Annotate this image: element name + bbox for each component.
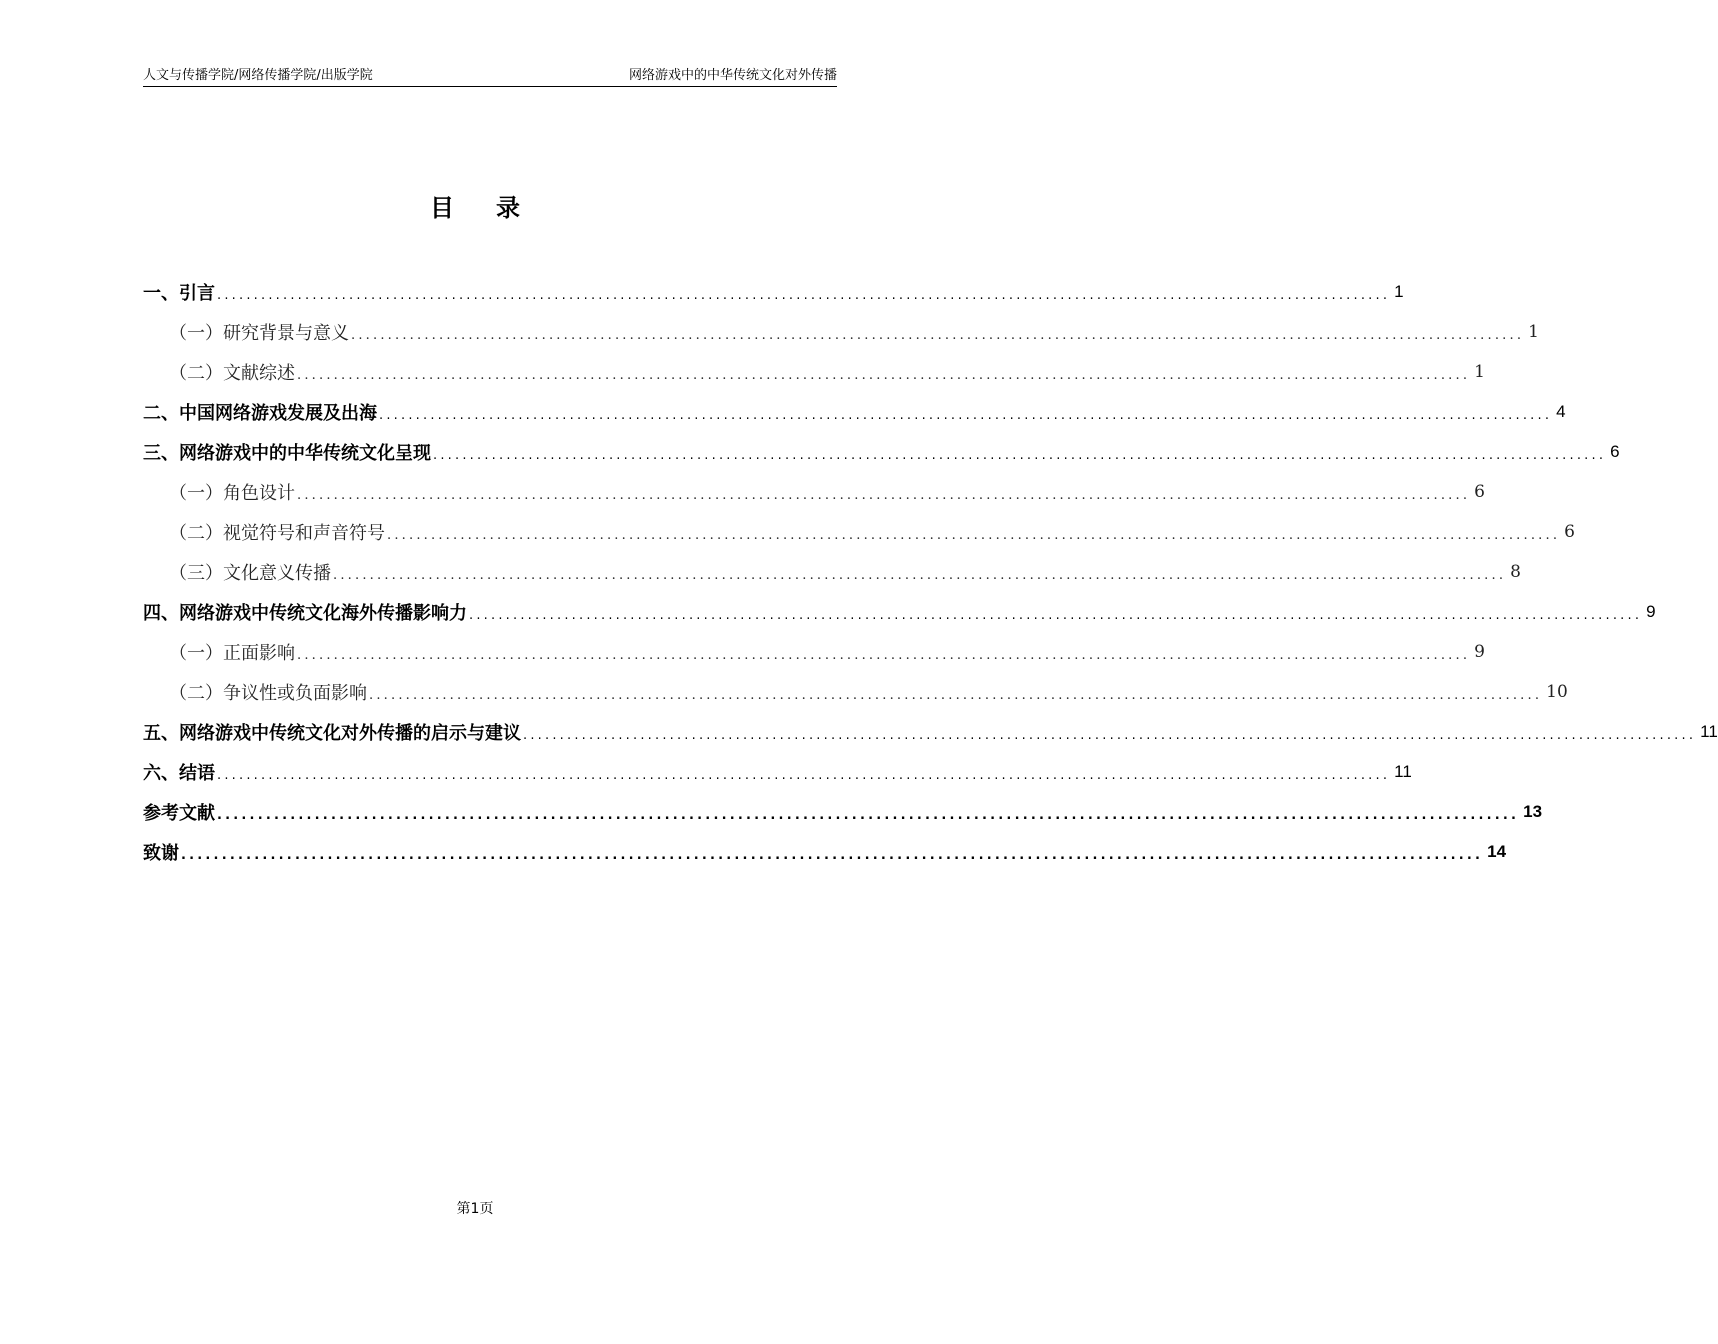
toc-entry-label: 网络游戏中传统文化对外传播的启示与建议 <box>179 723 521 744</box>
toc-entry-page: 1 <box>1474 362 1485 382</box>
toc-entry-page: 4 <box>1556 402 1566 421</box>
toc-dot-leader: ................................................................................................................................................................ <box>469 607 1643 623</box>
toc-entry[interactable] <box>143 672 1568 712</box>
toc-dot-leader: ................................................................................................................................................................ <box>297 487 1471 503</box>
toc-entry-number: 二、 <box>143 403 179 424</box>
toc-entry-label: 研究背景与意义 <box>223 323 349 344</box>
toc-entry-page: 11 <box>1394 762 1412 781</box>
toc-entry-number: 一、 <box>143 283 179 304</box>
table-of-contents <box>143 272 1718 872</box>
toc-entry-label: 文化意义传播 <box>223 563 331 584</box>
toc-entry-page: 1 <box>1528 322 1539 342</box>
toc-entry-page: 11 <box>1700 722 1718 741</box>
toc-dot-leader: ................................................................................................................................................................ <box>181 847 1484 863</box>
toc-dot-leader: ................................................................................................................................................................ <box>433 447 1607 463</box>
toc-entry-label: 参考文献 <box>143 803 215 824</box>
toc-dot-leader: ................................................................................................................................................................ <box>217 807 1520 823</box>
toc-entry-label: 正面影响 <box>223 643 295 664</box>
toc-entry-label: 争议性或负面影响 <box>223 683 367 704</box>
toc-entry-page: 6 <box>1610 442 1620 461</box>
header-right-text: 网络游戏中的中华传统文化对外传播 <box>628 68 837 83</box>
toc-entry[interactable] <box>143 512 1575 552</box>
toc-title <box>0 192 950 224</box>
toc-entry[interactable] <box>143 472 1485 512</box>
toc-entry[interactable] <box>143 632 1485 672</box>
toc-entry[interactable] <box>143 392 1566 432</box>
toc-entry-page: 9 <box>1646 602 1656 621</box>
toc-entry-number: （二） <box>169 523 223 544</box>
toc-entry-label: 角色设计 <box>223 483 295 504</box>
toc-entry-page: 6 <box>1564 522 1575 542</box>
toc-entry-label: 文献综述 <box>223 363 295 384</box>
toc-entry[interactable] <box>143 552 1521 592</box>
toc-entry-number: 四、 <box>143 603 179 624</box>
toc-entry-number: 三、 <box>143 443 179 464</box>
toc-dot-leader: ................................................................................................................................................................ <box>297 647 1471 663</box>
toc-dot-leader: ................................................................................................................................................................ <box>369 687 1543 703</box>
toc-entry-page: 13 <box>1523 802 1543 821</box>
page-number: 第1页 <box>456 1201 494 1217</box>
toc-entry-number: （三） <box>169 563 223 584</box>
toc-entry-number: （二） <box>169 683 223 704</box>
toc-entry-number: （二） <box>169 363 223 384</box>
toc-entry-label: 致谢 <box>143 843 179 864</box>
toc-entry[interactable] <box>143 432 1620 472</box>
header-left-text: 人文与传播学院/网络传播学院/出版学院 <box>143 68 373 83</box>
toc-dot-leader: ................................................................................................................................................................ <box>297 367 1471 383</box>
toc-entry[interactable] <box>143 792 1543 832</box>
toc-entry-label: 网络游戏中的中华传统文化呈现 <box>179 443 431 464</box>
toc-entry-page: 1 <box>1394 282 1404 301</box>
toc-entry-page: 6 <box>1474 482 1485 502</box>
toc-entry-number: 五、 <box>143 723 179 744</box>
toc-entry[interactable] <box>143 272 1404 312</box>
toc-entry-number: （一） <box>169 483 223 504</box>
toc-entry-number: （一） <box>169 323 223 344</box>
toc-entry-label: 中国网络游戏发展及出海 <box>179 403 377 424</box>
toc-entry-label: 网络游戏中传统文化海外传播影响力 <box>179 603 467 624</box>
toc-entry[interactable] <box>143 352 1485 392</box>
toc-entry[interactable] <box>143 592 1656 632</box>
toc-entry[interactable] <box>143 832 1507 872</box>
toc-entry-label: 结语 <box>179 763 215 784</box>
toc-entry-page: 8 <box>1510 562 1521 582</box>
toc-entry-number: （一） <box>169 643 223 664</box>
toc-entry[interactable] <box>143 752 1412 792</box>
toc-entry-page: 10 <box>1546 682 1568 702</box>
toc-dot-leader: ................................................................................................................................................................ <box>217 767 1391 783</box>
toc-entry-label: 视觉符号和声音符号 <box>223 523 385 544</box>
page-header <box>143 66 837 87</box>
toc-entry-label: 引言 <box>179 283 215 304</box>
toc-dot-leader: ................................................................................................................................................................ <box>217 287 1391 303</box>
toc-entry[interactable] <box>143 712 1718 752</box>
toc-entry-number: 六、 <box>143 763 179 784</box>
toc-entry-page: 9 <box>1474 642 1485 662</box>
toc-dot-leader: ................................................................................................................................................................ <box>379 407 1553 423</box>
toc-title-part1: 目 <box>430 194 454 222</box>
toc-dot-leader: ................................................................................................................................................................ <box>387 527 1561 543</box>
page-footer <box>0 1198 950 1218</box>
toc-dot-leader: ................................................................................................................................................................ <box>351 327 1525 343</box>
toc-dot-leader: ................................................................................................................................................................ <box>523 727 1697 743</box>
toc-title-part2: 录 <box>496 194 520 222</box>
toc-entry-page: 14 <box>1487 842 1507 861</box>
toc-entry[interactable] <box>143 312 1539 352</box>
toc-dot-leader: ................................................................................................................................................................ <box>333 567 1507 583</box>
